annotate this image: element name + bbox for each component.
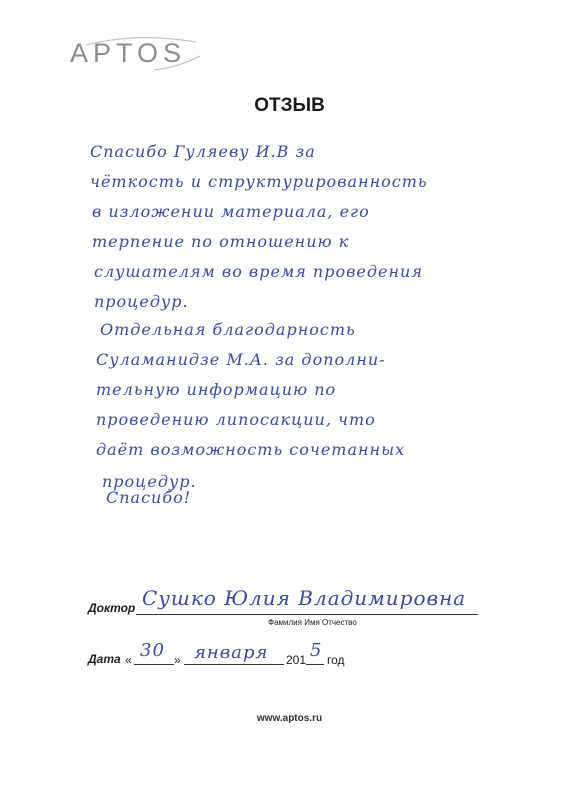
date-month-handwritten: января [194, 642, 269, 663]
date-close-quote: » [174, 653, 181, 667]
letter-line: Спасибо! [106, 488, 192, 507]
date-day-underline [134, 664, 174, 665]
letter-line: в изложении материала, его [92, 202, 370, 221]
logo-text: APTOS [70, 38, 187, 68]
letter-line: проведению липосакции, что [96, 410, 376, 429]
letter-line: Спасибо Гуляеву И.В за [90, 142, 316, 161]
date-year-suffix: год [327, 653, 345, 667]
footer-website: www.aptos.ru [256, 713, 323, 724]
letter-line: чёткость и структурированность [90, 172, 428, 191]
letter-line: Суламанидзе М.А. за дополни- [96, 350, 386, 369]
letter-line: тельную информацию по [96, 380, 337, 399]
date-day-handwritten: 30 [140, 640, 165, 661]
letter-line: терпение по отношению к [92, 232, 350, 251]
date-year-prefix: 201 [286, 653, 307, 667]
letter-line: процедур. [94, 292, 189, 311]
date-month-underline [184, 664, 284, 665]
letter-line: процедур. [102, 472, 197, 491]
date-label: Дата [88, 652, 121, 666]
date-open-quote: « [125, 653, 132, 667]
letter-line: Отдельная благодарность [100, 320, 356, 339]
doctor-underline [136, 614, 478, 615]
letter-line: слушателям во время проведения [94, 262, 423, 281]
date-year-handwritten: 5 [310, 640, 323, 661]
letter-line: даёт возможность сочетанных [96, 440, 406, 459]
doctor-caption: Фамилия Имя Отчество [268, 618, 357, 627]
doctor-label: Доктор [88, 601, 136, 615]
doctor-name-handwritten: Сушко Юлия Владимировна [142, 586, 467, 610]
page-title: ОТЗЫВ [254, 95, 325, 116]
aptos-logo [66, 30, 206, 75]
date-year-underline [306, 664, 324, 665]
